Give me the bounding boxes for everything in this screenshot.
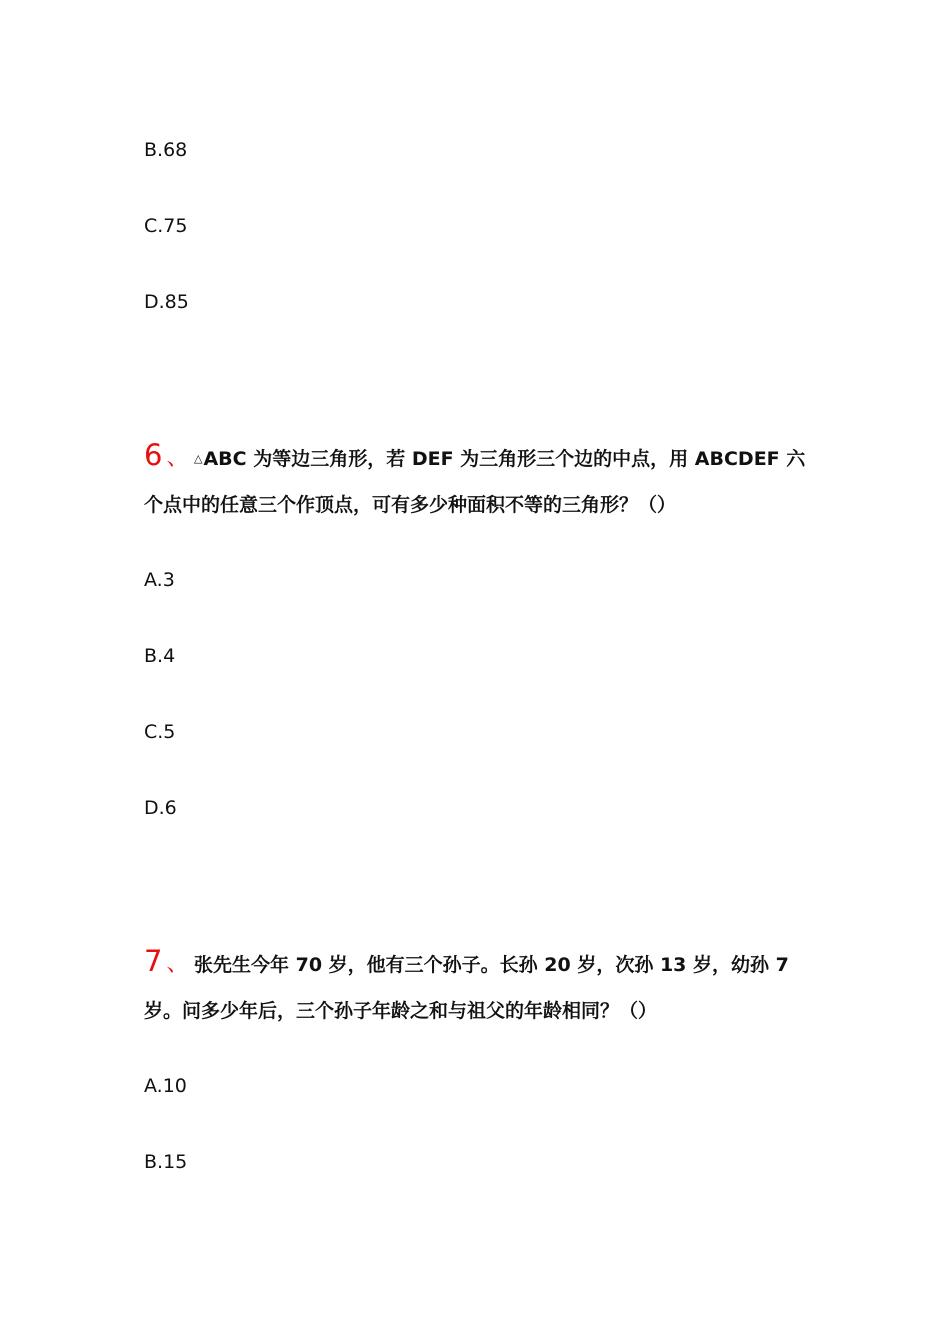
option-q7-a[interactable]: A.10 [144,1075,187,1097]
option-q6-c[interactable]: C.5 [144,721,176,743]
question-number-7 [144,944,188,982]
option-q6-a[interactable]: A.3 [144,569,175,591]
option-q5-c[interactable]: C.75 [144,215,188,237]
triangle-symbol-icon: △ [194,452,203,465]
question-number-separator: 、 [166,952,189,977]
option-q5-d[interactable]: D.85 [144,291,189,313]
option-q5-b[interactable]: B.68 [144,139,188,161]
option-q6-b[interactable]: B.4 [144,645,176,667]
question-number-digit: 6 [144,438,163,472]
question-number-digit: 7 [144,944,163,978]
question-number-separator: 、 [166,446,189,471]
option-q6-d[interactable]: D.6 [144,797,177,819]
option-q7-b[interactable]: B.15 [144,1151,188,1173]
question-6-text-line1 [194,446,805,472]
question-number-6 [144,438,188,476]
question-7-text-line2: 岁。问多少年后，三个孙子年龄之和与祖父的年龄相同？（） [144,1000,658,1022]
question-7-text-line1: 张先生今年 70 岁，他有三个孙子。长孙 20 岁，次孙 13 岁，幼孙 7 [194,954,789,976]
question-6-text-line2: 个点中的任意三个作顶点，可有多少种面积不等的三角形？（） [144,494,677,516]
question-6-line1-text: ABC 为等边三角形，若 DEF 为三角形三个边的中点，用 ABCDEF 六 [203,448,806,470]
